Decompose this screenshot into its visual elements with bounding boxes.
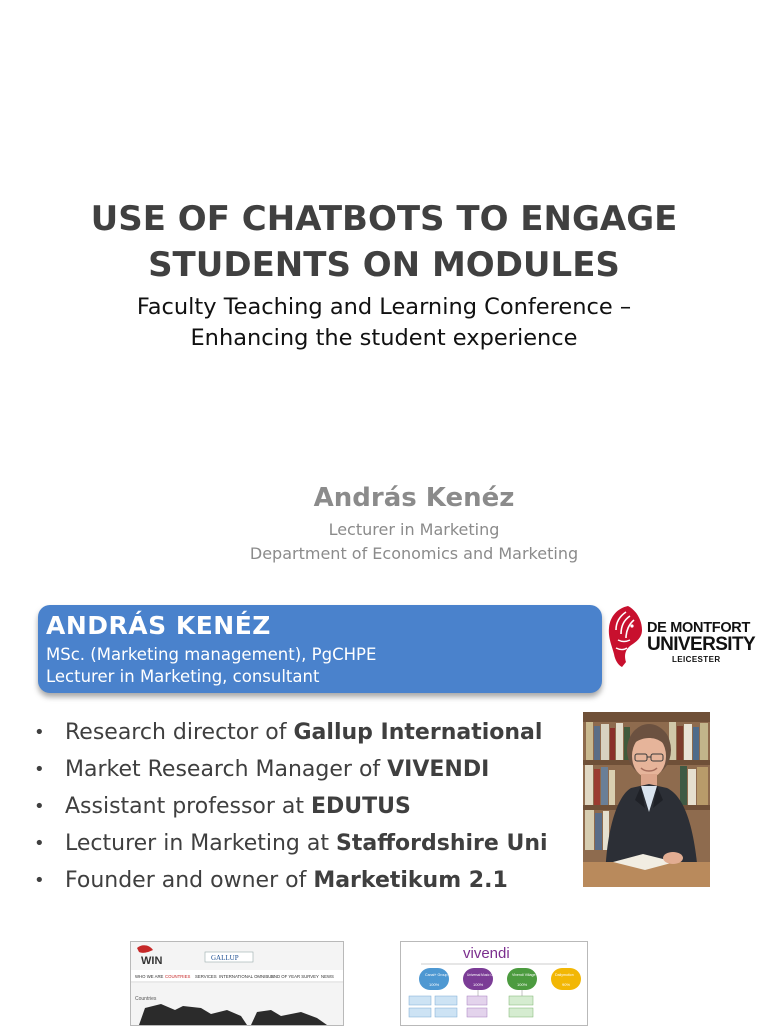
- svg-text:Canal+ Group: Canal+ Group: [425, 973, 448, 977]
- banner-position: Lecturer in Marketing, consultant: [46, 667, 320, 686]
- bullet-icon: •: [34, 833, 45, 854]
- subtitle-line-2: Enhancing the student experience: [190, 325, 578, 351]
- author-role: Lecturer in Marketing: [328, 520, 500, 539]
- dmu-logo: [604, 604, 754, 670]
- bullet-icon: •: [34, 759, 45, 780]
- win-website-image: [131, 942, 343, 1025]
- portrait-photo: [583, 712, 710, 887]
- win-gallup-website-thumbnail: [130, 941, 344, 1026]
- list-item: • Assistant professor at EDUTUS: [34, 788, 579, 825]
- presentation-title: [0, 196, 768, 288]
- vivendi-brand: vivendi: [463, 945, 510, 962]
- logo-text-line-2: UNIVERSITY: [647, 634, 756, 655]
- svg-text:COUNTRIES: COUNTRIES: [165, 974, 191, 979]
- logo-text-line-3: LEICESTER: [672, 655, 721, 664]
- list-item: • Lecturer in Marketing at Staffordshire Uni: [34, 825, 579, 862]
- title-line-1: USE OF CHATBOTS TO ENGAGE: [90, 199, 678, 239]
- svg-text:90%: 90%: [562, 982, 571, 987]
- subtitle-line-1: Faculty Teaching and Learning Conference –: [136, 294, 632, 320]
- svg-text:Vivendi Village: Vivendi Village: [512, 973, 536, 977]
- win-brand: WIN: [141, 955, 163, 967]
- lion-crest-icon: [604, 604, 646, 668]
- svg-text:100%: 100%: [517, 982, 528, 987]
- svg-text:NEWS: NEWS: [321, 974, 334, 979]
- logo-text-line-1: DE MONTFORT: [647, 620, 751, 636]
- bullet-icon: •: [34, 870, 45, 891]
- svg-text:INTERNATIONAL OMNIBUS: INTERNATIONAL OMNIBUS: [219, 974, 275, 979]
- svg-text:Dailymotion: Dailymotion: [555, 973, 574, 977]
- vivendi-chart-image: [401, 942, 587, 1025]
- svg-text:100%: 100%: [473, 982, 484, 987]
- svg-text:Universal Music Group: Universal Music Group: [467, 973, 500, 977]
- list-item: • Research director of Gallup International: [34, 714, 579, 751]
- svg-text:SERVICES: SERVICES: [195, 974, 217, 979]
- presentation-subtitle: [0, 292, 768, 354]
- portrait-image: [583, 712, 710, 887]
- career-list: [34, 714, 579, 899]
- name-banner: [38, 605, 602, 693]
- list-item: • Market Research Manager of VIVENDI: [34, 751, 579, 788]
- banner-name: ANDRÁS KENÉZ: [46, 611, 271, 640]
- author-name: András Kenéz: [313, 483, 515, 513]
- bullet-icon: •: [34, 722, 45, 743]
- svg-text:100%: 100%: [429, 982, 440, 987]
- gallup-brand: GALLUP: [211, 954, 239, 962]
- author-block: [0, 478, 768, 566]
- bullet-icon: •: [34, 796, 45, 817]
- svg-text:END OF YEAR SURVEY: END OF YEAR SURVEY: [271, 974, 319, 979]
- list-item: • Founder and owner of Marketikum 2.1: [34, 862, 579, 899]
- vivendi-structure-thumbnail: [400, 941, 588, 1026]
- win-section-title: Countries: [135, 996, 157, 1002]
- author-department: Department of Economics and Marketing: [249, 544, 579, 563]
- title-line-2: STUDENTS ON MODULES: [148, 245, 620, 285]
- banner-qualifications: MSc. (Marketing management), PgCHPE: [46, 645, 377, 664]
- svg-text:WHO WE ARE: WHO WE ARE: [135, 974, 164, 979]
